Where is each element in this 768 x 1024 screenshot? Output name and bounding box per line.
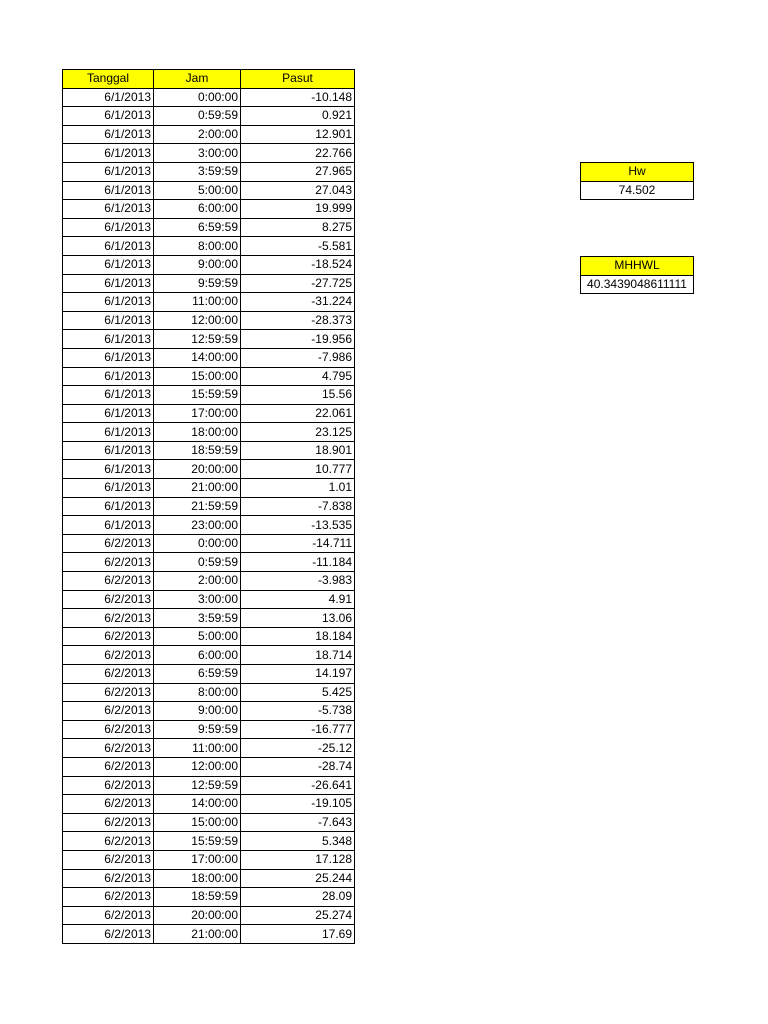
mhhwl-value[interactable]: 40.3439048611111 <box>581 275 694 294</box>
cell-tanggal[interactable]: 6/1/2013 <box>63 367 154 386</box>
cell-tanggal[interactable]: 6/1/2013 <box>63 107 154 126</box>
cell-jam[interactable]: 20:00:00 <box>154 460 241 479</box>
table-row <box>63 107 355 126</box>
table-row <box>63 888 355 907</box>
table-body <box>63 88 355 943</box>
table-row <box>63 869 355 888</box>
table-row <box>63 460 355 479</box>
cell-jam[interactable]: 17:00:00 <box>154 404 241 423</box>
cell-pasut[interactable]: 18.714 <box>241 646 355 665</box>
table-row <box>63 441 355 460</box>
cell-tanggal[interactable]: 6/2/2013 <box>63 925 154 944</box>
header-tanggal[interactable]: Tanggal <box>63 70 154 89</box>
cell-jam[interactable]: 18:59:59 <box>154 441 241 460</box>
cell-tanggal[interactable]: 6/1/2013 <box>63 237 154 256</box>
cell-tanggal[interactable]: 6/2/2013 <box>63 739 154 758</box>
cell-pasut[interactable]: 22.061 <box>241 404 355 423</box>
cell-jam[interactable]: 21:00:00 <box>154 925 241 944</box>
table-row <box>63 683 355 702</box>
cell-pasut[interactable]: 19.999 <box>241 200 355 219</box>
table-row <box>63 125 355 144</box>
cell-jam[interactable]: 18:59:59 <box>154 888 241 907</box>
cell-jam[interactable]: 17:00:00 <box>154 850 241 869</box>
cell-tanggal[interactable]: 6/1/2013 <box>63 200 154 219</box>
table-row <box>63 237 355 256</box>
table-row <box>63 795 355 814</box>
cell-pasut[interactable]: 18.901 <box>241 441 355 460</box>
cell-pasut[interactable]: -28.373 <box>241 311 355 330</box>
table-row <box>63 813 355 832</box>
cell-pasut[interactable]: -3.983 <box>241 572 355 591</box>
table-row <box>63 311 355 330</box>
cell-jam[interactable]: 2:00:00 <box>154 125 241 144</box>
mhhwl-box <box>580 256 694 294</box>
cell-jam[interactable]: 15:59:59 <box>154 386 241 405</box>
table-row <box>63 572 355 591</box>
hw-value[interactable]: 74.502 <box>581 181 694 200</box>
cell-jam[interactable]: 9:00:00 <box>154 702 241 721</box>
cell-jam[interactable]: 0:00:00 <box>154 88 241 107</box>
table-row <box>63 646 355 665</box>
table-row <box>63 181 355 200</box>
table-row <box>63 293 355 312</box>
cell-pasut[interactable]: 23.125 <box>241 423 355 442</box>
table-row <box>63 665 355 684</box>
cell-jam[interactable]: 18:00:00 <box>154 869 241 888</box>
cell-tanggal[interactable]: 6/1/2013 <box>63 144 154 163</box>
cell-pasut[interactable]: 4.795 <box>241 367 355 386</box>
tide-data-table <box>62 69 355 944</box>
cell-pasut[interactable]: -27.725 <box>241 274 355 293</box>
mhhwl-label[interactable]: MHHWL <box>581 257 694 276</box>
cell-tanggal[interactable]: 6/2/2013 <box>63 683 154 702</box>
cell-jam[interactable]: 23:00:00 <box>154 516 241 535</box>
cell-jam[interactable]: 21:00:00 <box>154 479 241 498</box>
cell-pasut[interactable]: -26.641 <box>241 776 355 795</box>
table-row <box>63 330 355 349</box>
cell-jam[interactable]: 15:59:59 <box>154 832 241 851</box>
table-row <box>63 218 355 237</box>
cell-jam[interactable]: 0:00:00 <box>154 534 241 553</box>
table-row <box>63 553 355 572</box>
cell-tanggal[interactable]: 6/2/2013 <box>63 534 154 553</box>
cell-tanggal[interactable]: 6/1/2013 <box>63 497 154 516</box>
table-row <box>63 423 355 442</box>
cell-pasut[interactable]: 25.244 <box>241 869 355 888</box>
table-row <box>63 200 355 219</box>
cell-pasut[interactable]: 5.348 <box>241 832 355 851</box>
cell-tanggal[interactable]: 6/2/2013 <box>63 590 154 609</box>
cell-pasut[interactable]: 22.766 <box>241 144 355 163</box>
cell-tanggal[interactable]: 6/1/2013 <box>63 348 154 367</box>
table-row <box>63 609 355 628</box>
cell-pasut[interactable]: 10.777 <box>241 460 355 479</box>
cell-jam[interactable]: 12:59:59 <box>154 776 241 795</box>
cell-tanggal[interactable]: 6/1/2013 <box>63 293 154 312</box>
cell-pasut[interactable]: -31.224 <box>241 293 355 312</box>
table-row <box>63 367 355 386</box>
cell-pasut[interactable]: 25.274 <box>241 906 355 925</box>
cell-jam[interactable]: 8:00:00 <box>154 683 241 702</box>
cell-tanggal[interactable]: 6/1/2013 <box>63 255 154 274</box>
table-row <box>63 906 355 925</box>
cell-jam[interactable]: 15:00:00 <box>154 813 241 832</box>
cell-tanggal[interactable]: 6/1/2013 <box>63 274 154 293</box>
cell-pasut[interactable]: -7.986 <box>241 348 355 367</box>
cell-jam[interactable]: 11:00:00 <box>154 293 241 312</box>
cell-tanggal[interactable]: 6/1/2013 <box>63 441 154 460</box>
cell-pasut[interactable]: -7.838 <box>241 497 355 516</box>
cell-pasut[interactable]: 8.275 <box>241 218 355 237</box>
hw-box <box>580 162 694 200</box>
cell-pasut[interactable]: 12.901 <box>241 125 355 144</box>
cell-tanggal[interactable]: 6/2/2013 <box>63 572 154 591</box>
table-row <box>63 88 355 107</box>
cell-pasut[interactable]: -5.581 <box>241 237 355 256</box>
table-row <box>63 739 355 758</box>
cell-tanggal[interactable]: 6/2/2013 <box>63 776 154 795</box>
cell-jam[interactable]: 12:59:59 <box>154 330 241 349</box>
cell-pasut[interactable]: -19.956 <box>241 330 355 349</box>
cell-tanggal[interactable]: 6/2/2013 <box>63 813 154 832</box>
cell-pasut[interactable]: 27.043 <box>241 181 355 200</box>
cell-jam[interactable]: 5:00:00 <box>154 181 241 200</box>
table-row <box>63 479 355 498</box>
table-row <box>63 720 355 739</box>
cell-jam[interactable]: 15:00:00 <box>154 367 241 386</box>
cell-tanggal[interactable]: 6/2/2013 <box>63 702 154 721</box>
cell-tanggal[interactable]: 6/2/2013 <box>63 906 154 925</box>
cell-jam[interactable]: 21:59:59 <box>154 497 241 516</box>
cell-jam[interactable]: 6:59:59 <box>154 665 241 684</box>
table-row <box>63 850 355 869</box>
cell-pasut[interactable]: -11.184 <box>241 553 355 572</box>
cell-pasut[interactable]: -28.74 <box>241 757 355 776</box>
cell-tanggal[interactable]: 6/1/2013 <box>63 218 154 237</box>
cell-tanggal[interactable]: 6/1/2013 <box>63 311 154 330</box>
table-row <box>63 702 355 721</box>
cell-pasut[interactable]: -5.738 <box>241 702 355 721</box>
cell-tanggal[interactable]: 6/1/2013 <box>63 386 154 405</box>
cell-tanggal[interactable]: 6/2/2013 <box>63 646 154 665</box>
cell-tanggal[interactable]: 6/1/2013 <box>63 423 154 442</box>
cell-jam[interactable]: 14:00:00 <box>154 795 241 814</box>
cell-pasut[interactable]: 5.425 <box>241 683 355 702</box>
cell-pasut[interactable]: 15.56 <box>241 386 355 405</box>
cell-jam[interactable]: 11:00:00 <box>154 739 241 758</box>
table-row <box>63 144 355 163</box>
table-row <box>63 497 355 516</box>
cell-jam[interactable]: 9:00:00 <box>154 255 241 274</box>
cell-tanggal[interactable]: 6/1/2013 <box>63 404 154 423</box>
cell-pasut[interactable]: 28.09 <box>241 888 355 907</box>
hw-label[interactable]: Hw <box>581 163 694 182</box>
cell-tanggal[interactable]: 6/2/2013 <box>63 720 154 739</box>
cell-jam[interactable]: 18:00:00 <box>154 423 241 442</box>
cell-pasut[interactable]: -18.524 <box>241 255 355 274</box>
header-jam[interactable]: Jam <box>154 70 241 89</box>
cell-jam[interactable]: 6:00:00 <box>154 200 241 219</box>
cell-tanggal[interactable]: 6/2/2013 <box>63 665 154 684</box>
table-row <box>63 627 355 646</box>
cell-jam[interactable]: 8:00:00 <box>154 237 241 256</box>
table-row <box>63 348 355 367</box>
cell-pasut[interactable]: -10.148 <box>241 88 355 107</box>
cell-jam[interactable]: 6:00:00 <box>154 646 241 665</box>
cell-tanggal[interactable]: 6/2/2013 <box>63 795 154 814</box>
table-header-row <box>63 70 355 89</box>
cell-pasut[interactable]: 0.921 <box>241 107 355 126</box>
cell-pasut[interactable]: 17.69 <box>241 925 355 944</box>
cell-jam[interactable]: 9:59:59 <box>154 274 241 293</box>
cell-jam[interactable]: 5:00:00 <box>154 627 241 646</box>
cell-pasut[interactable]: -19.105 <box>241 795 355 814</box>
table-row <box>63 590 355 609</box>
cell-jam[interactable]: 2:00:00 <box>154 572 241 591</box>
cell-jam[interactable]: 20:00:00 <box>154 906 241 925</box>
cell-pasut[interactable]: -13.535 <box>241 516 355 535</box>
cell-tanggal[interactable]: 6/1/2013 <box>63 88 154 107</box>
table-row <box>63 832 355 851</box>
table-row <box>63 925 355 944</box>
cell-pasut[interactable]: 13.06 <box>241 609 355 628</box>
cell-tanggal[interactable]: 6/1/2013 <box>63 516 154 535</box>
cell-jam[interactable]: 0:59:59 <box>154 107 241 126</box>
cell-tanggal[interactable]: 6/2/2013 <box>63 627 154 646</box>
cell-jam[interactable]: 0:59:59 <box>154 553 241 572</box>
cell-jam[interactable]: 14:00:00 <box>154 348 241 367</box>
cell-tanggal[interactable]: 6/2/2013 <box>63 850 154 869</box>
table-row <box>63 255 355 274</box>
cell-jam[interactable]: 3:59:59 <box>154 162 241 181</box>
cell-tanggal[interactable]: 6/2/2013 <box>63 609 154 628</box>
cell-jam[interactable]: 3:00:00 <box>154 144 241 163</box>
table-row <box>63 757 355 776</box>
cell-tanggal[interactable]: 6/2/2013 <box>63 832 154 851</box>
table-row <box>63 776 355 795</box>
cell-pasut[interactable]: 27.965 <box>241 162 355 181</box>
cell-pasut[interactable]: 17.128 <box>241 850 355 869</box>
table-row <box>63 404 355 423</box>
cell-pasut[interactable]: 14.197 <box>241 665 355 684</box>
table-row <box>63 162 355 181</box>
cell-pasut[interactable]: -7.643 <box>241 813 355 832</box>
cell-jam[interactable]: 6:59:59 <box>154 218 241 237</box>
cell-tanggal[interactable]: 6/1/2013 <box>63 181 154 200</box>
cell-tanggal[interactable]: 6/1/2013 <box>63 162 154 181</box>
cell-tanggal[interactable]: 6/1/2013 <box>63 460 154 479</box>
table-row <box>63 516 355 535</box>
table-row <box>63 534 355 553</box>
cell-pasut[interactable]: -14.711 <box>241 534 355 553</box>
cell-tanggal[interactable]: 6/2/2013 <box>63 553 154 572</box>
cell-jam[interactable]: 3:00:00 <box>154 590 241 609</box>
cell-pasut[interactable]: 1.01 <box>241 479 355 498</box>
table-row <box>63 386 355 405</box>
cell-jam[interactable]: 9:59:59 <box>154 720 241 739</box>
cell-pasut[interactable]: 4.91 <box>241 590 355 609</box>
header-pasut[interactable]: Pasut <box>241 70 355 89</box>
cell-tanggal[interactable]: 6/1/2013 <box>63 330 154 349</box>
cell-tanggal[interactable]: 6/2/2013 <box>63 869 154 888</box>
cell-jam[interactable]: 12:00:00 <box>154 311 241 330</box>
cell-pasut[interactable]: 18.184 <box>241 627 355 646</box>
cell-pasut[interactable]: -16.777 <box>241 720 355 739</box>
cell-pasut[interactable]: -25.12 <box>241 739 355 758</box>
cell-tanggal[interactable]: 6/1/2013 <box>63 125 154 144</box>
cell-tanggal[interactable]: 6/1/2013 <box>63 479 154 498</box>
cell-tanggal[interactable]: 6/2/2013 <box>63 757 154 776</box>
cell-jam[interactable]: 3:59:59 <box>154 609 241 628</box>
cell-jam[interactable]: 12:00:00 <box>154 757 241 776</box>
cell-tanggal[interactable]: 6/2/2013 <box>63 888 154 907</box>
table-row <box>63 274 355 293</box>
